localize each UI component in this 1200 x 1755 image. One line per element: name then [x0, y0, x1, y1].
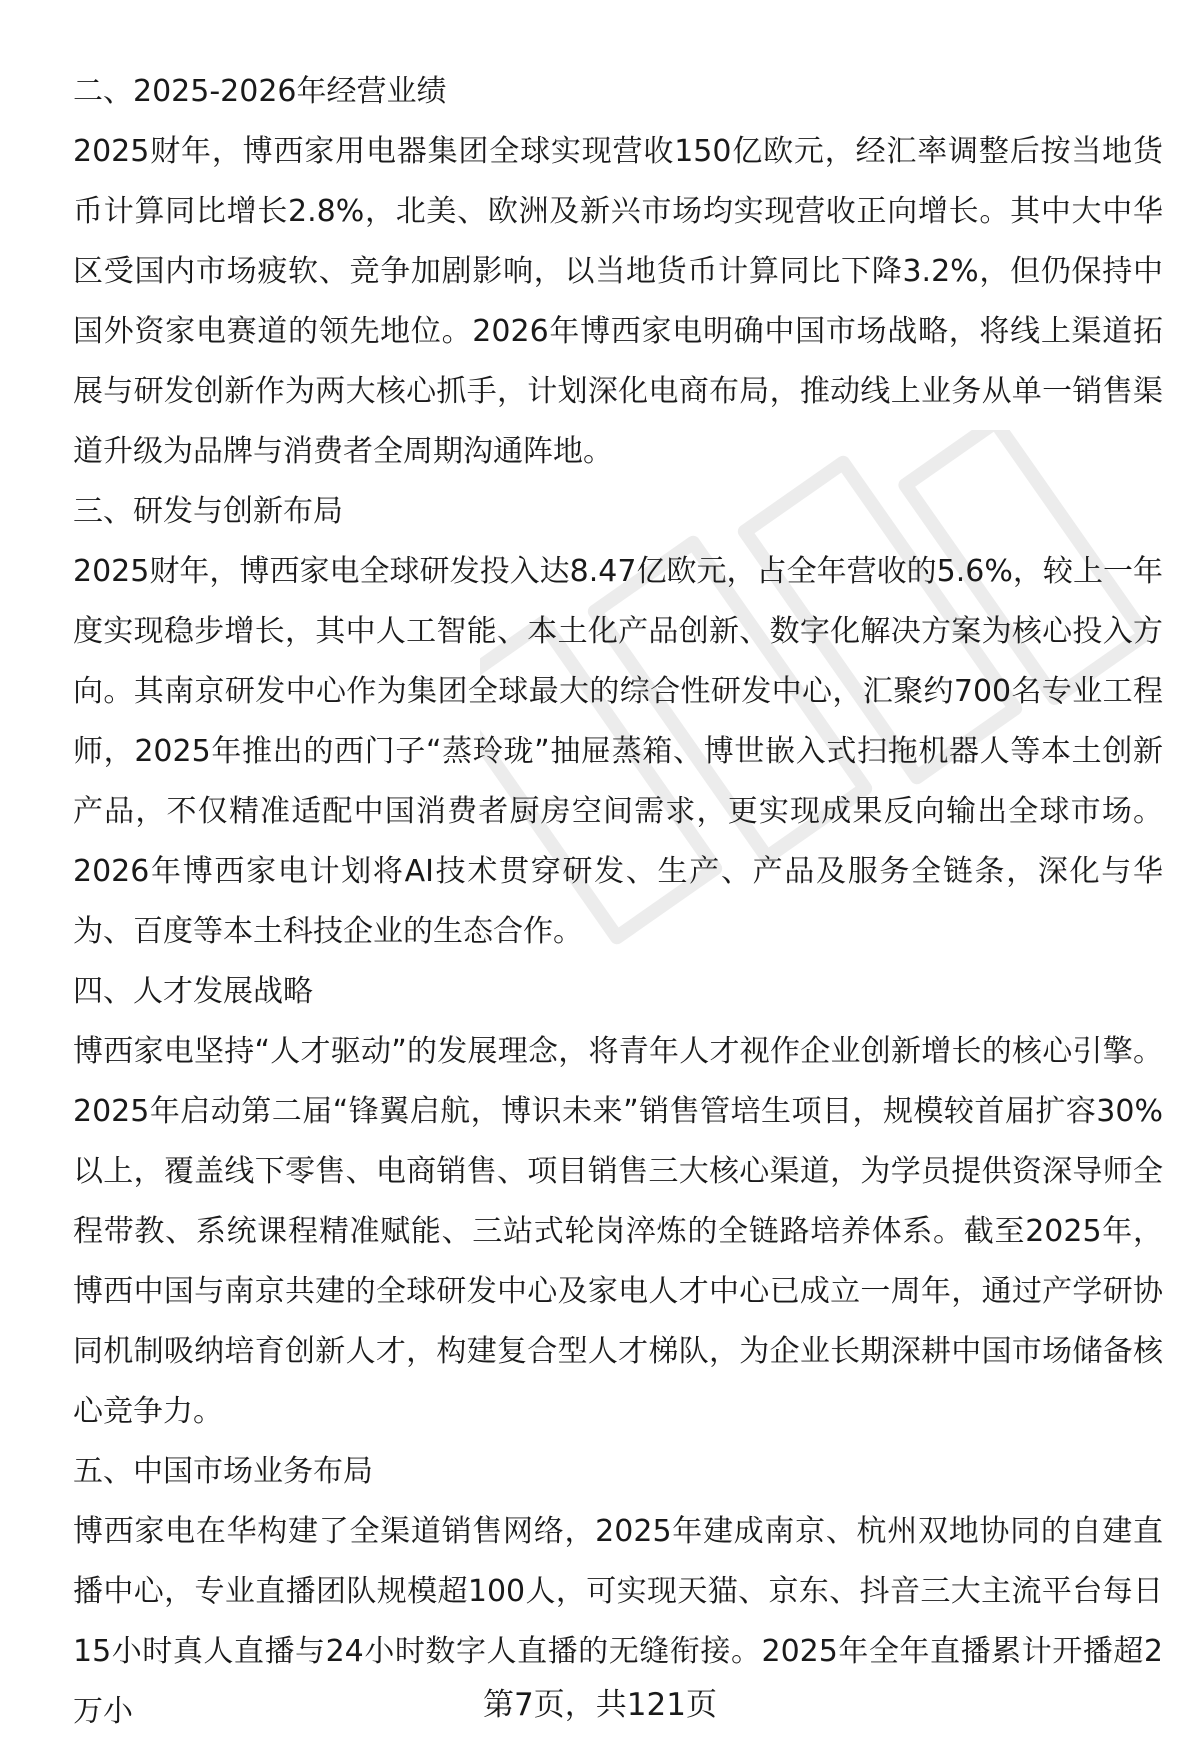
- section-paragraph: 博西家电在华构建了全渠道销售网络，2025年建成南京、杭州双地协同的自建直播中心，专业直播团队规模超100人，可实现天猫、京东、抖音三大主流平台每日15小时真人直播与24小时数字人直播的无缝衔接。2025年全年直播累计开播超2万小: [73, 1514, 1164, 1729]
- section-heading: 二、2025-2026年经营业绩: [73, 74, 447, 109]
- document-page: [73, 62, 1163, 1742]
- section-paragraph: 博西家电坚持“人才驱动”的发展理念，将青年人才视作企业创新增长的核心引擎。2025年启动第二届“锋翼启航，博识未来”销售管培生项目，规模较首届扩容30%以上，覆盖线下零售、电商销售、项目销售三大核心渠道，为学员提供资深导师全程带教、系统课程精准赋能、三站式轮岗淬炼的全链路培养体系。截至2025年，博西中国与南京共建的全球研发中心及家电人才中心已成立一周年，通过产学研协同机制吸纳培育创新人才，构建复合型人才梯队，为企业长期深耕中国市场储备核心竞争力。: [73, 1034, 1163, 1429]
- section-business-performance: [73, 62, 1163, 482]
- page-number-footer: 第7页，共121页: [483, 1687, 717, 1723]
- section-heading: 三、研发与创新布局: [73, 494, 343, 529]
- section-heading: 四、人才发展战略: [73, 974, 313, 1009]
- section-talent-strategy: [73, 962, 1163, 1442]
- section-paragraph: 2025财年，博西家电全球研发投入达8.47亿欧元，占全年营收的5.6%，较上一年度实现稳步增长，其中人工智能、本土化产品创新、数字化解决方案为核心投入方向。其南京研发中心作为集团全球最大的综合性研发中心，汇聚约700名专业工程师，2025年推出的西门子“蒸玲珑”抽屉蒸箱、博世嵌入式扫拖机器人等本土创新产品，不仅精准适配中国消费者厨房空间需求，更实现成果反向输出全球市场。2026年博西家电计划将AI技术贯穿研发、生产、产品及服务全链条，深化与华为、百度等本土科技企业的生态合作。: [73, 554, 1163, 949]
- section-rnd-innovation: [73, 482, 1163, 962]
- section-heading: 五、中国市场业务布局: [73, 1454, 373, 1489]
- section-paragraph: 2025财年，博西家用电器集团全球实现营收150亿欧元，经汇率调整后按当地货币计算同比增长2.8%，北美、欧洲及新兴市场均实现营收正向增长。其中大中华区受国内市场疲软、竞争加剧影响，以当地货币计算同比下降3.2%，但仍保持中国外资家电赛道的领先地位。2026年博西家电明确中国市场战略，将线上渠道拓展与研发创新作为两大核心抓手，计划深化电商布局，推动线上业务从单一销售渠道升级为品牌与消费者全周期沟通阵地。: [73, 134, 1163, 469]
